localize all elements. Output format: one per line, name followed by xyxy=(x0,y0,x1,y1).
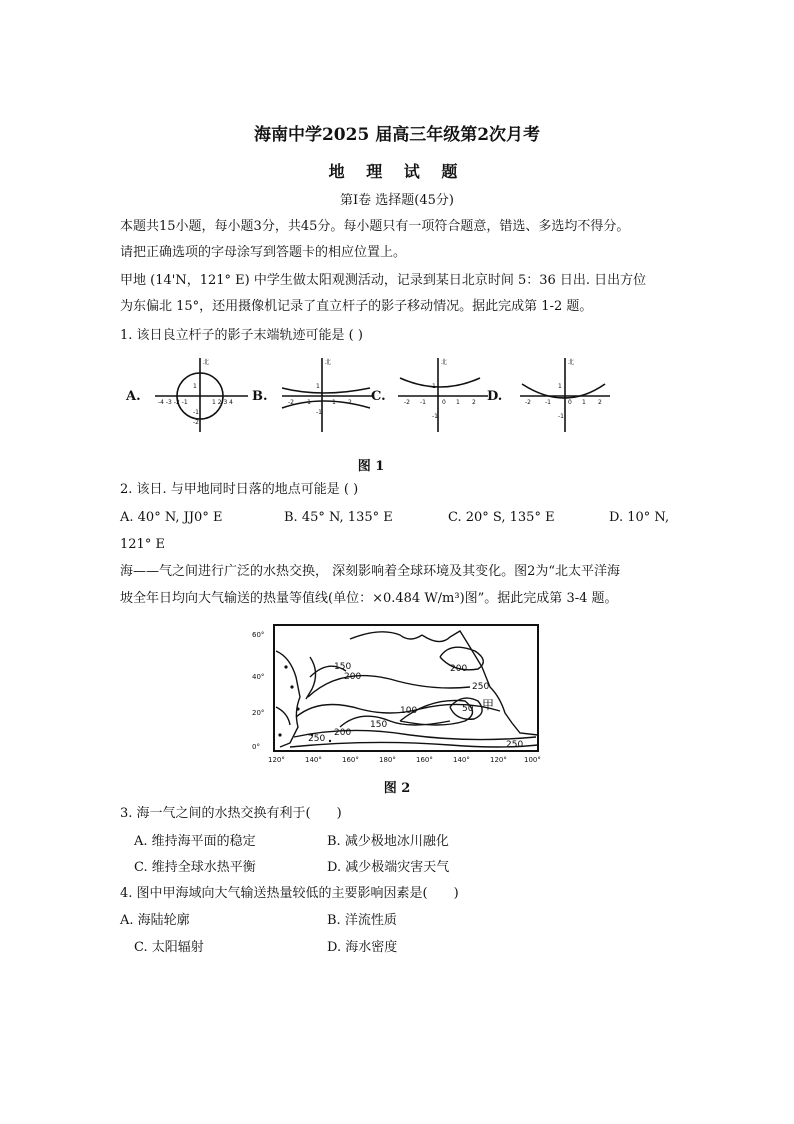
lat-label: 60° xyxy=(252,631,265,639)
option-b-label: B. xyxy=(252,389,268,404)
svg-text:-2: -2 xyxy=(288,399,294,406)
svg-text:北: 北 xyxy=(203,359,210,366)
lon-label: 140° xyxy=(305,756,322,764)
svg-text:-2: -2 xyxy=(193,419,199,426)
lon-label: 120° xyxy=(490,756,507,764)
contour-label: 250 xyxy=(472,682,490,692)
figure-1-caption: 图 1 xyxy=(357,459,385,474)
contour-label: 100 xyxy=(400,706,418,716)
svg-text:0: 0 xyxy=(442,399,446,406)
contour-label: 200 xyxy=(344,672,362,682)
option-c-label: C. xyxy=(371,389,386,404)
question-2-option-d-cont: 121° E xyxy=(120,537,165,552)
question-4-option-b: B. 洋流性质 xyxy=(327,913,397,928)
intro-line: 坡全年日均向大气输送的热量等值线(单位：×0.484 W/m³)图”。据此完成第 3-4 题。 xyxy=(120,591,618,606)
svg-text:2: 2 xyxy=(598,399,602,406)
lon-label: 180° xyxy=(379,756,396,764)
contour-label: 150 xyxy=(370,720,388,730)
lon-label: 160° xyxy=(416,756,433,764)
svg-text:0: 0 xyxy=(568,399,572,406)
svg-text:1: 1 xyxy=(316,383,320,390)
option-d-label: D. xyxy=(487,389,503,404)
svg-text:1: 1 xyxy=(456,399,460,406)
intro-line: 海——气之间进行广泛的水热交换， 深刻影响着全球环境及其变化。图2为“北太平洋海 xyxy=(120,564,621,579)
svg-text:北: 北 xyxy=(325,359,332,366)
lon-label: 160° xyxy=(342,756,359,764)
section-heading: 第Ⅰ卷 选择题(45分) xyxy=(340,193,454,208)
svg-text:-1: -1 xyxy=(420,399,426,406)
svg-text:北: 北 xyxy=(568,359,575,366)
instruction-line: 本题共15小题，每小题3分，共45分。每小题只有一项符合题意，错选、多选均不得分。 xyxy=(120,219,630,234)
contour-label: 250 xyxy=(506,740,524,750)
question-3-option-a: A. 维持海平面的稳定 xyxy=(134,834,256,849)
svg-text:-1: -1 xyxy=(432,413,438,420)
question-3-stem: 3. 海一气之间的水热交换有利于( ) xyxy=(120,806,342,821)
lat-label: 20° xyxy=(252,709,265,717)
svg-text:-1: -1 xyxy=(193,409,199,416)
page-subtitle: 地 理 试 题 xyxy=(328,162,466,181)
lon-label: 120° xyxy=(268,756,285,764)
contour-label: 150 xyxy=(334,662,352,672)
svg-text:1: 1 xyxy=(432,383,436,390)
option-a-label: A. xyxy=(126,389,141,404)
question-4-stem: 4. 图中甲海域向大气输送热量较低的主要影响因素是( ) xyxy=(120,886,459,901)
page-title: 海南中学2025 届高三年级第2次月考 xyxy=(253,125,541,145)
contour-label: 250 xyxy=(308,734,326,744)
lon-label: 140° xyxy=(453,756,470,764)
question-4-option-c: C. 太阳辐射 xyxy=(134,940,204,955)
svg-text:-1: -1 xyxy=(305,399,311,406)
lat-label: 40° xyxy=(252,673,265,681)
contour-label: 200 xyxy=(334,728,352,738)
svg-text:2: 2 xyxy=(472,399,476,406)
figure-2-caption: 图 2 xyxy=(383,781,411,796)
svg-text:1: 1 xyxy=(558,383,562,390)
question-2-option-d: D. 10° N, xyxy=(609,510,670,525)
svg-text:1: 1 xyxy=(332,399,336,406)
svg-text:-4 -3 -2 -1: -4 -3 -2 -1 xyxy=(158,399,188,406)
question-4-option-d: D. 海水密度 xyxy=(327,940,398,955)
question-1-stem: 1. 该日良立杆子的影子末端轨迹可能是 ( ) xyxy=(120,328,363,343)
question-2-option-b: B. 45° N, 135° E xyxy=(284,510,393,525)
lon-label: 100° xyxy=(524,756,541,764)
svg-text:北: 北 xyxy=(441,359,448,366)
svg-text:-1: -1 xyxy=(545,399,551,406)
question-3-option-b: B. 减少极地冰川融化 xyxy=(327,834,449,849)
svg-text:-1: -1 xyxy=(558,413,564,420)
figure-2-heat-contour-map xyxy=(250,617,550,765)
lat-label: 0° xyxy=(252,743,260,751)
svg-text:1: 1 xyxy=(582,399,586,406)
intro-line: 为东偏北 15°，还用摄像机记录了直立杆子的影子移动情况。据此完成第 1-2 题。 xyxy=(120,299,593,314)
question-2-option-c: C. 20° S, 135° E xyxy=(448,510,555,525)
figure-1-shadow-tracks xyxy=(120,352,620,437)
svg-text:-2: -2 xyxy=(525,399,531,406)
contour-label: 50 xyxy=(462,704,474,714)
contour-label: 200 xyxy=(450,664,468,674)
question-3-option-d: D. 减少极端灾害天气 xyxy=(327,860,450,875)
svg-text:2: 2 xyxy=(348,399,352,406)
svg-text:1 2 3 4: 1 2 3 4 xyxy=(212,399,233,406)
question-2-option-a: A. 40° N, JJ0° E xyxy=(120,510,223,525)
svg-text:-2: -2 xyxy=(404,399,410,406)
question-3-option-c: C. 维持全球水热平衡 xyxy=(134,860,256,875)
intro-line: 甲地 (14'N，121° E) 中学生做太阳观测活动，记录到某日北京时间 5：36 日出. 日出方位 xyxy=(120,273,647,288)
instruction-line: 请把正确选项的字母涂写到答题卡的相应位置上。 xyxy=(120,245,407,260)
map-marker-jia: 甲 xyxy=(482,698,495,712)
svg-text:1: 1 xyxy=(193,383,197,390)
svg-text:-1: -1 xyxy=(316,409,322,416)
question-4-option-a: A. 海陆轮廓 xyxy=(120,913,190,928)
map-frame xyxy=(274,625,538,751)
question-2-stem: 2. 该日. 与甲地同时日落的地点可能是 ( ) xyxy=(120,482,359,497)
